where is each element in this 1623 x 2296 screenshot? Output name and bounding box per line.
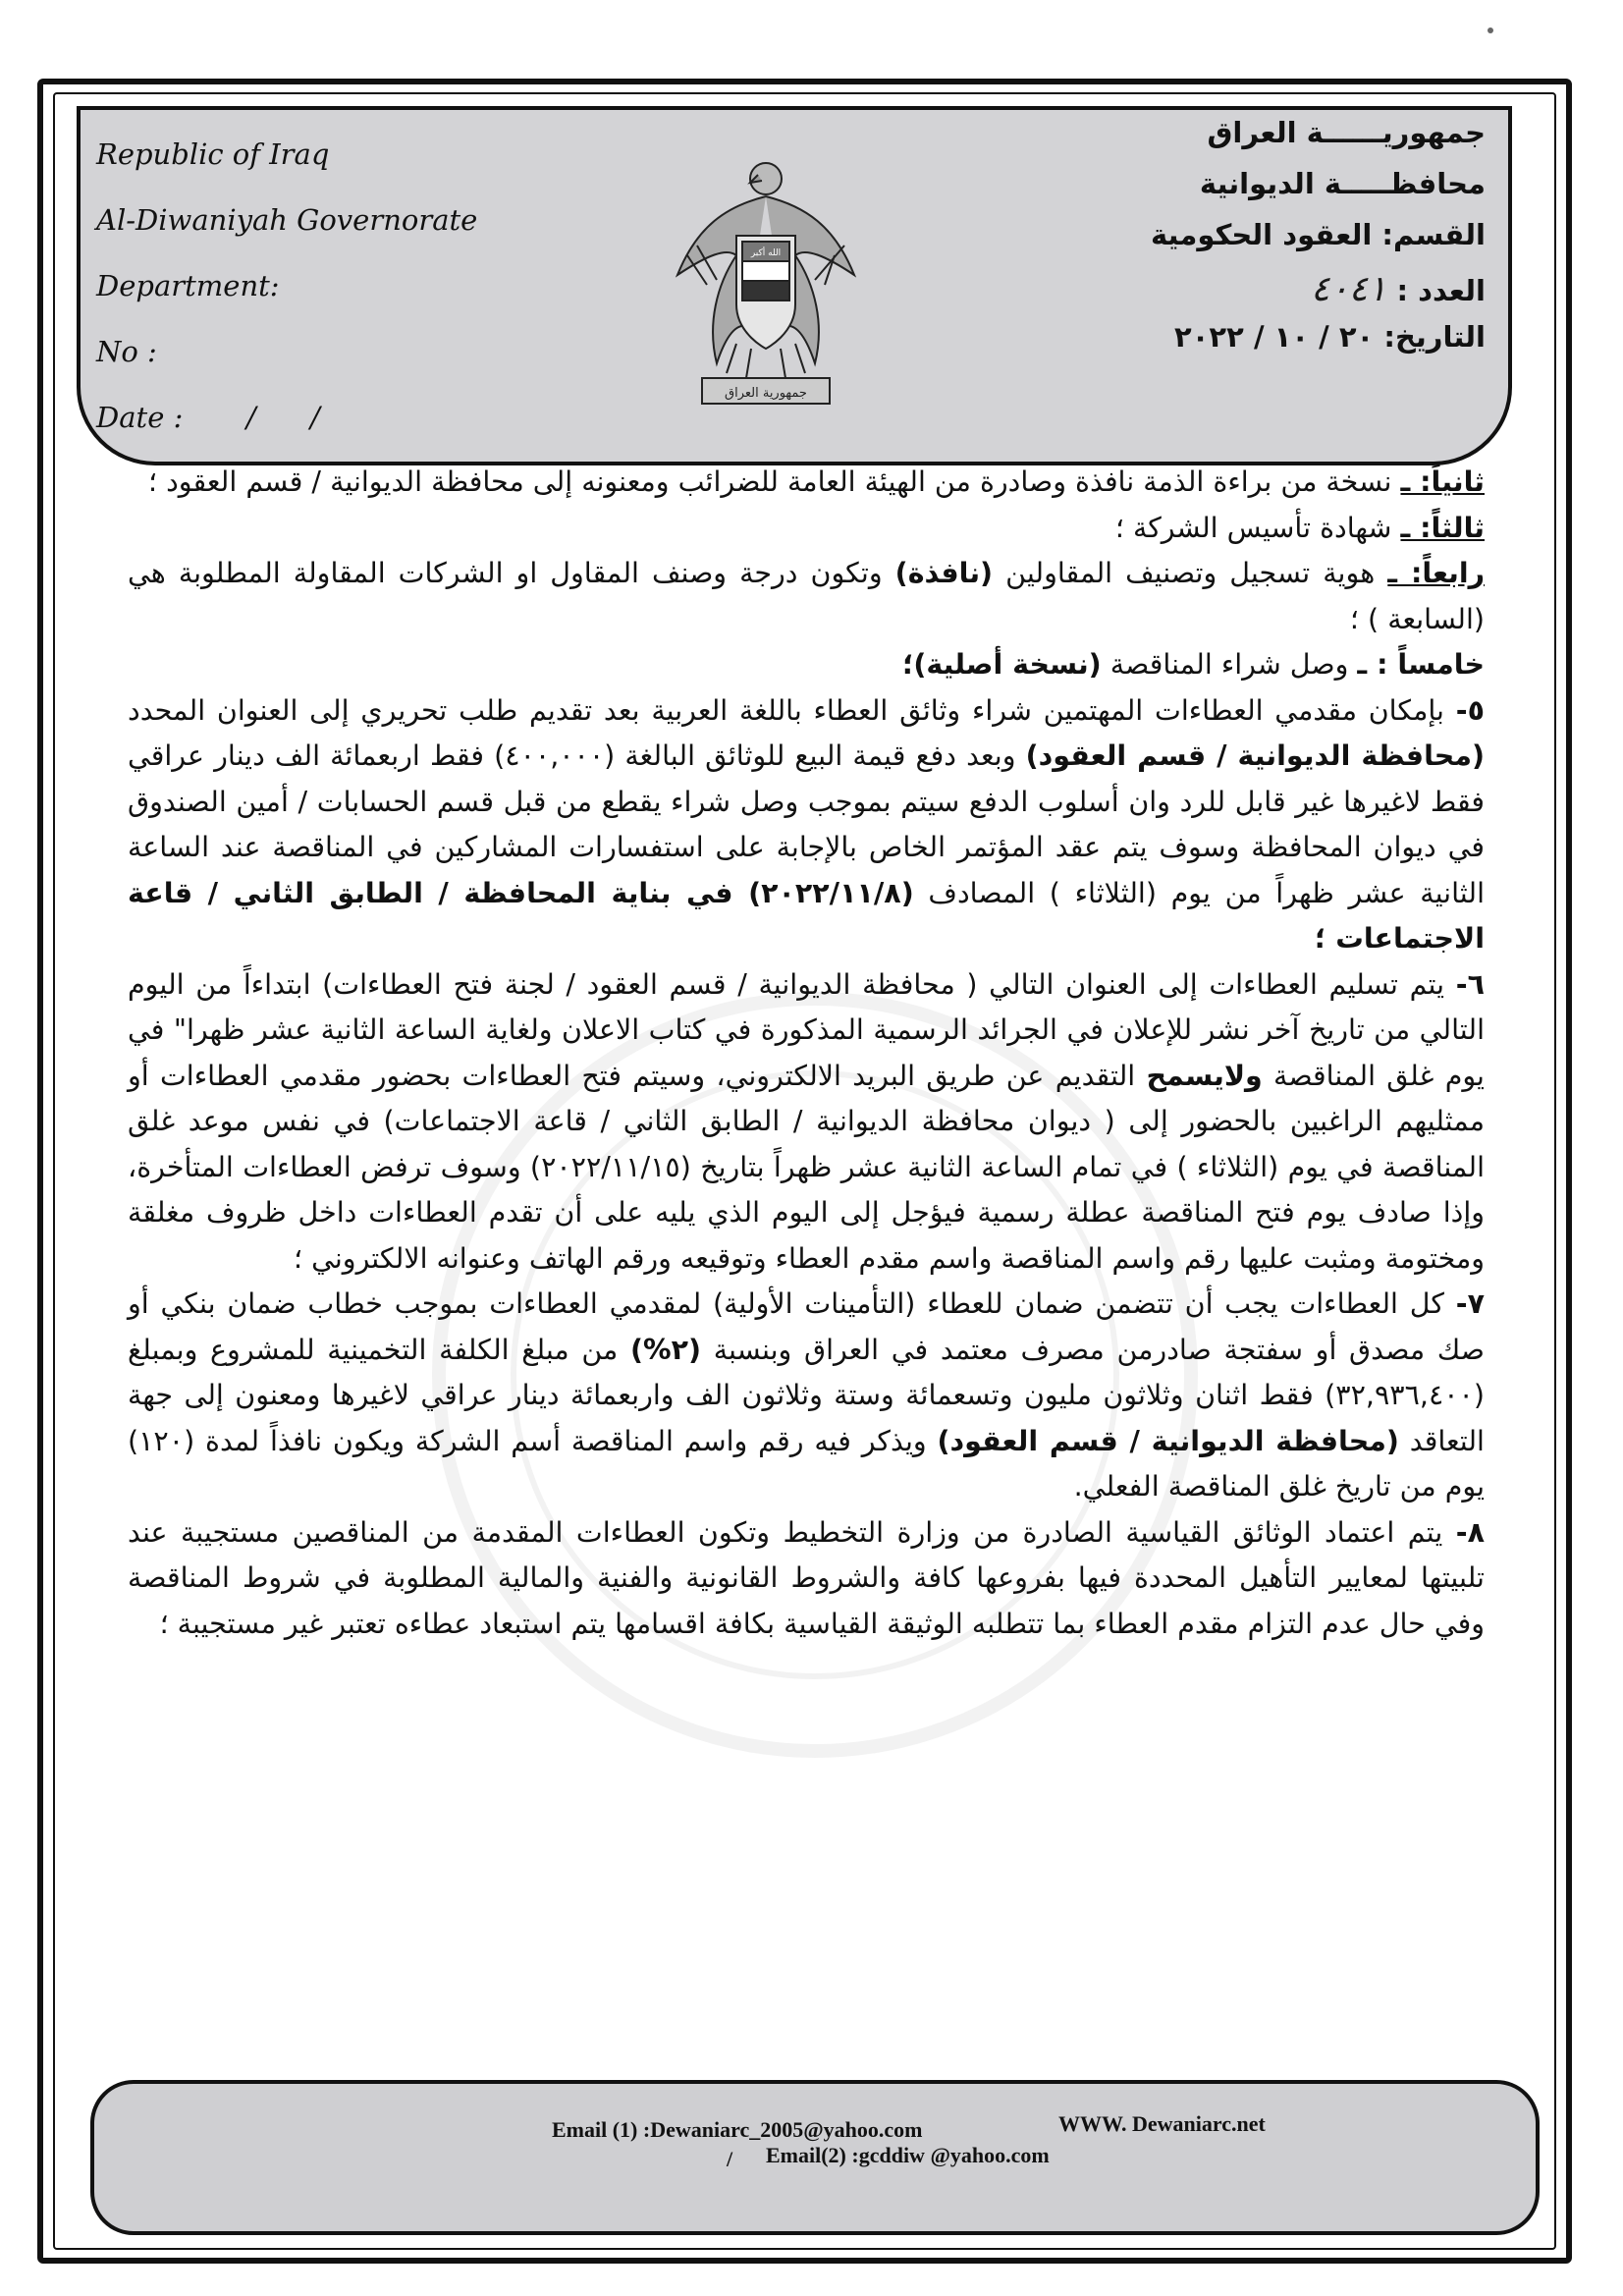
footer-email-2: Email(2) :gcddiw @yahoo.com — [766, 2143, 1050, 2167]
item-7 — [128, 1282, 1485, 1510]
date-value-ar: ٢٠ / ١٠ / ٢٠٢٢ — [1174, 320, 1375, 354]
department-name-ar: القسم: العقود الحكومية — [1150, 218, 1486, 251]
item-6-number: ٦- — [1455, 967, 1485, 1001]
item-5 — [128, 688, 1485, 962]
governorate-name-en: Al-Diwaniyah Governorate — [96, 203, 478, 237]
item-7-number: ٧- — [1455, 1287, 1485, 1320]
date-label-ar: التاريخ: — [1383, 320, 1486, 354]
clause-second-label: ثانياً: ـ — [1400, 465, 1485, 498]
clause-third — [128, 506, 1485, 552]
footer-separator: / — [727, 2147, 733, 2171]
item-8 — [128, 1510, 1485, 1648]
number-value-handwritten: ٤٠٤١ — [1311, 269, 1387, 309]
clause-fifth-bold: (نسخة أصلية)؛ — [901, 648, 1102, 681]
item-7-text-b: من مبلغ الكلفة التخمينية للمشروع وبمبلغ (٣٢,٩٣٦,٤٠٠) فقط اثنان وثلاثون مليون وتسعمائة وستة وثلاثون الف واربعمائة دينار عراقي لاغيرها ومعنون إلى جهة التعاقد — [128, 1333, 1485, 1457]
emblem-scroll-text: جمهورية العراق — [725, 386, 807, 401]
clause-fourth-text-a: هوية تسجيل وتصنيف المقاولين — [993, 557, 1388, 589]
country-name-en: Republic of Iraq — [96, 137, 330, 171]
item-6-text-a: يتم تسليم العطاءات إلى العنوان التالي ( محافظة الديوانية / قسم العقود / لجنة فتح العطاءات) ابتداءاً من اليوم التالي من تاريخ آخر نشر للإعلان في الجرائد الرسمية المذكورة في كتاب الاعلان ولغاية الساعة الثانية عشر ظهرا" في يوم غلق المناقصة — [128, 967, 1485, 1092]
date-row-ar — [1151, 320, 1486, 371]
item-5-text-a: بإمكان مقدمي العطاءات المهتمين شراء وثائق العطاء باللغة العربية بعد تقديم طلب تحريري إلى العنوان المحدد — [128, 693, 1456, 727]
svg-text:الله أكبر: الله أكبر — [750, 248, 782, 258]
footer-email-1: Email (1) :Dewaniarc_2005@yahoo.com — [552, 2117, 923, 2142]
clause-fifth-label: خامساً : ـ — [1357, 648, 1485, 681]
clause-second — [128, 460, 1485, 506]
clause-second-text: نسخة من براءة الذمة نافذة وصادرة من الهيئة العامة للضرائب ومعنونه إلى محافظة الديوانية / قسم العقود ؛ — [147, 465, 1401, 498]
letterhead-english — [96, 137, 477, 466]
item-7-text-a: كل العطاءات يجب أن تتضمن ضمان للعطاء (التأمينات الأولية) لمقدمي العطاءات بموجب خطاب ضمان بنكي أو صك مصدق أو سفتجة صادرمن مصرف معتمد في العراق وبنسبة — [128, 1287, 1485, 1366]
clause-fifth — [128, 642, 1485, 688]
scan-speck — [1488, 27, 1493, 33]
country-name-ar: جمهوريــــــة العراق — [1207, 116, 1486, 149]
item-6 — [128, 962, 1485, 1283]
date-label-en: Date : / / — [96, 401, 320, 434]
item-7-text-c: ويذكر فيه رقم واسم المناقصة أسم الشركة ويكون نافذاً لمدة (١٢٠) يوم من تاريخ غلق المناقصة الفعلي. — [128, 1424, 1485, 1503]
item-7-bold: (٢%) — [630, 1333, 702, 1366]
item-8-text: يتم اعتماد الوثائق القياسية الصادرة من وزارة التخطيط وتكون العطاءات المقدمة من المناقصين مستجيبة عند تلبيتها لمعايير التأهيل المحددة فيها بفروعها كافة والشروط القانونية والفنية والمالية المطلوبة في شروط المناقصة وفي حال عدم التزام مقدم العطاء بما تتطلبه الوثيقة القياسية بكافة اقسامها يتم استبعاد عطاءه تعتبر غير مستجيبة ؛ — [128, 1515, 1485, 1640]
item-6-text-b: التقديم عن طريق البريد الالكتروني، وسيتم فتح العطاءات بحضور مقدمي العطاءات أو ممثليهم الراغبين بالحضور إلى ( ديوان محافظة الديوانية / الطابق الثاني / قاعة الاجتماعات) في نفس موعد غلق المناقصة في يوم (الثلاثاء ) في تمام الساعة الثانية عشر ظهراً بتاريخ (٢٠٢٢/١١/١٥) وسوف ترفض العطاءات المتأخرة، وإذا صادف يوم فتح المناقصة عطلة رسمية فيؤجل إلى اليوم الذي يليه على أن تقدم العطاءات داخل ظروف مغلقة ومختومة ومثبت عليها رقم واسم المناقصة واسم مقدم العطاء وتوقيعه ورقم الهاتف وعنوانه الالكتروني ؛ — [128, 1059, 1485, 1275]
item-5-number: ٥- — [1455, 693, 1485, 727]
item-6-bold: ولايسمح — [1146, 1059, 1263, 1092]
item-5-bold-2: (٢٠٢٢/١١/٨) في بناية المحافظة / الطابق الثاني / قاعة الاجتماعات ؛ — [128, 876, 1485, 955]
number-row-ar — [1151, 269, 1486, 320]
item-8-number: ٨- — [1455, 1515, 1485, 1549]
item-7-bold-2: (محافظة الديوانية / قسم العقود) — [937, 1424, 1399, 1457]
document-body — [128, 460, 1485, 1647]
department-label-en: Department: — [96, 269, 280, 302]
item-5-bold: (محافظة الديوانية / قسم العقود) — [1025, 739, 1485, 772]
number-label-en: No : — [96, 335, 157, 368]
clause-fourth — [128, 551, 1485, 642]
number-label-ar: العدد : — [1396, 274, 1486, 307]
clause-fourth-text-b: وتكون درجة وصنف المقاول او الشركات المقاولة المطلوبة هي (السابعة ) ؛ — [128, 557, 1485, 635]
clause-fourth-bold: (نافذة) — [894, 557, 994, 589]
item-5-text-b: وبعد دفع قيمة البيع للوثائق البالغة (٤٠٠,٠٠٠) فقط اربعمائة الف دينار عراقي فقط لاغيرها غير قابل للرد وان أسلوب الدفع سيتم بموجب وصل شراء يقطع من قبل قسم الحسابات / أمين الصندوق في ديوان المحافظة وسوف يتم عقد المؤتمر الخاص بالإجابة على استفسارات المشاركين في المناقصة عند الساعة الثانية عشر ظهراً من يوم (الثلاثاء ) المصادف — [128, 739, 1485, 909]
governorate-name-ar: محافظـــــة الديوانية — [1199, 167, 1486, 200]
iraq-eagle-emblem-icon — [668, 137, 864, 422]
footer-website: WWW. Dewaniarc.net — [1058, 2111, 1266, 2136]
clause-fourth-label: رابعاً: ـ — [1387, 557, 1486, 589]
clause-third-label: ثالثاً: ـ — [1400, 511, 1485, 544]
clause-third-text: شهادة تأسيس الشركة ؛ — [1114, 511, 1401, 544]
clause-fifth-text: وصل شراء المناقصة — [1101, 648, 1358, 681]
letterhead-arabic — [1151, 116, 1486, 371]
